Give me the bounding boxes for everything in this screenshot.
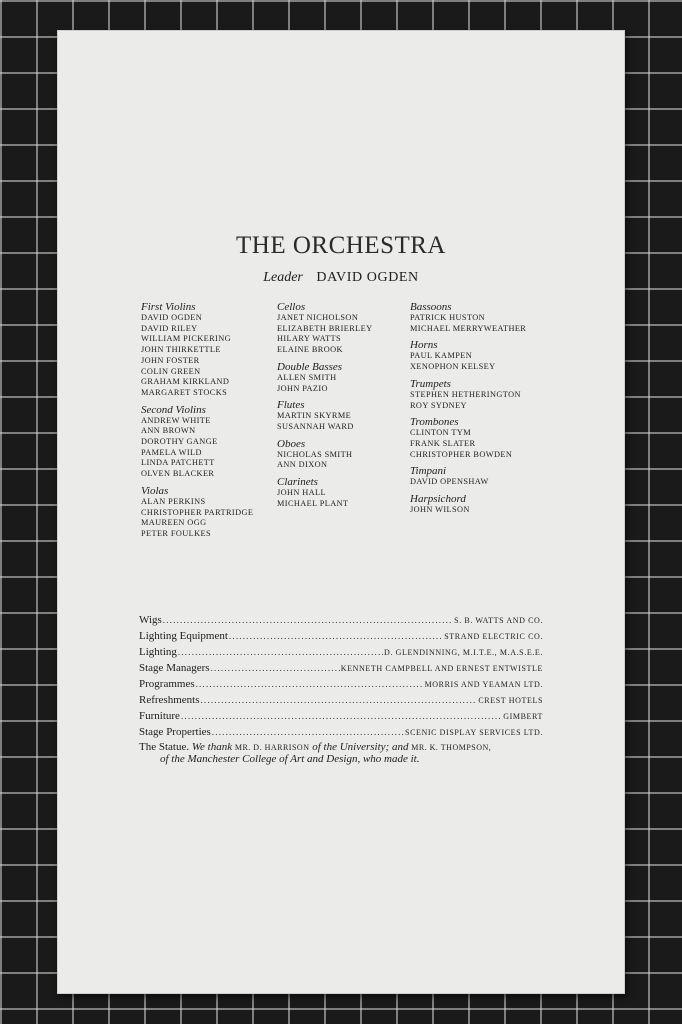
instrument-section [277,438,417,471]
section-title: First Violins [141,301,196,313]
musician-name: WILLIAM PICKERING [141,334,231,344]
musician-name: FRANK SLATER [410,438,476,448]
statue-text: We thank [191,741,233,753]
section-title: Clarinets [277,476,318,489]
credit-value: SCENIC DISPLAY SERVICES LTD. [405,728,543,737]
section-title: Double Basses [277,360,343,373]
section-title: Cellos [277,301,306,313]
musician-name: NICHOLAS SMITH [277,449,353,459]
credit-label: Stage Properties [139,726,211,738]
musician-name: GRAHAM KIRKLAND [141,377,230,387]
credit-row [139,630,543,646]
musician-name: DAVID OPENSHAW [410,477,489,487]
musician-name: JANET NICHOLSON [277,313,359,322]
dot-leader [200,695,477,705]
statue-text: of the University; and [312,741,409,753]
section-title: Flutes [277,399,305,412]
credit-value: S. B. WATTS AND CO. [454,616,543,625]
credit-value: STRAND ELECTRIC CO. [444,632,543,641]
musician-name: JOHN THIRKETTLE [141,345,221,355]
instrument-section [141,485,281,540]
musician-name: JOHN FOSTER [141,355,200,365]
instrument-section [410,339,560,372]
musician-name: JOHN HALL [277,488,326,498]
section-title: Trumpets [410,377,451,390]
section-title: Trombones [410,416,459,429]
musician-name: CHRISTOPHER PARTRIDGE [141,507,254,517]
credit-row [139,710,543,726]
musician-name: MAUREEN OGG [141,518,207,528]
dot-leader [181,711,502,721]
musician-name: MARGARET STOCKS [141,387,228,397]
statue-person: MR. K. THOMPSON, [411,743,492,752]
musician-name: STEPHEN HETHERINGTON [410,389,521,399]
musician-name: PAMELA WILD [141,447,202,457]
credit-label: Lighting Equipment [139,630,228,642]
musician-name: MARTIN SKYRME [277,411,352,421]
section-title: Timpani [410,465,447,478]
instrument-section [277,301,417,356]
credit-row [139,614,543,630]
musician-name: ROY SYDNEY [410,400,467,410]
credit-row [139,726,543,742]
leader-name: DAVID OGDEN [316,270,419,285]
instrument-section [410,378,560,411]
dot-leader [229,631,443,641]
section-title: Violas [141,484,169,497]
instrument-section [410,465,560,488]
section-title: Oboes [277,437,306,450]
credit-row [139,646,543,662]
credit-label: Lighting [139,646,177,658]
musician-name: ELIZABETH BRIERLEY [277,323,373,333]
musician-name: PATRICK HUSTON [410,313,485,322]
orchestra-column [277,301,417,514]
musician-name: SUSANNAH WARD [277,421,354,431]
dot-leader [211,663,340,673]
statue-person: MR. D. HARRISON [234,743,310,752]
instrument-section [141,404,281,480]
credit-value: MORRIS AND YEAMAN LTD. [424,680,543,689]
section-title: Second Violins [141,403,206,416]
credit-label: Wigs [139,614,162,626]
instrument-section [277,399,417,432]
credit-row [139,678,543,694]
statue-text: of the Manchester College of Art and Design, who made it. [160,752,420,765]
dot-leader [178,647,383,657]
musician-name: COLIN GREEN [141,366,201,376]
musician-name: CHRISTOPHER BOWDEN [410,449,513,459]
instrument-section [277,361,417,394]
credit-label: Programmes [139,678,195,690]
credit-value: GIMBERT [503,712,543,721]
musician-name: ANDREW WHITE [141,415,211,425]
instrument-section [410,301,560,334]
credit-value: KENNETH CAMPBELL AND ERNEST ENTWISTLE [340,664,543,673]
credit-value: D. GLENDINNING, M.I.T.E., M.A.S.E.E. [384,648,543,657]
musician-name: JOHN WILSON [410,505,470,515]
musician-name: DAVID RILEY [141,323,198,333]
orchestra-column [141,301,281,545]
musician-name: XENOPHON KELSEY [410,362,496,372]
orchestra-column [410,301,560,521]
dot-leader [163,615,453,625]
musician-name: PAUL KAMPEN [410,351,473,361]
musician-name: JOHN PAZIO [277,383,328,393]
credit-row [139,694,543,710]
credit-label: Refreshments [139,694,200,706]
musician-name: ANN BROWN [141,426,196,436]
instrument-section [410,493,560,516]
credits-list [139,614,543,742]
musician-name: LINDA PATCHETT [141,458,215,468]
section-title: Harpsichord [410,493,466,506]
section-title: Horns [410,339,438,352]
leader-label: Leader [263,270,303,285]
musician-name: ANN DIXON [277,460,328,470]
dot-leader [196,679,424,689]
credit-label: Furniture [139,710,180,722]
statue-label: The Statue. [139,741,190,753]
musician-name: CLINTON TYM [410,428,472,438]
musician-name: ALLEN SMITH [277,372,337,382]
musician-name: MICHAEL MERRYWEATHER [410,323,527,333]
instrument-section [141,301,281,399]
instrument-section [410,416,560,460]
statue-credit [139,742,549,765]
musician-name: MICHAEL PLANT [277,498,349,508]
section-title: Bassoons [410,301,452,313]
page-title: THE ORCHESTRA [236,232,446,259]
instrument-section [277,476,417,509]
musician-name: HILARY WATTS [277,334,342,344]
musician-name: DOROTHY GANGE [141,437,218,447]
musician-name: DAVID OGDEN [141,313,203,322]
musician-name: ELAINE BROOK [277,345,343,355]
credit-row [139,662,543,678]
leader-line [0,270,682,286]
musician-name: PETER FOULKES [141,528,211,538]
dot-leader [212,727,404,737]
musician-name: ALAN PERKINS [141,496,206,506]
credit-value: CREST HOTELS [478,696,543,705]
credit-label: Stage Managers [139,662,210,674]
musician-name: OLVEN BLACKER [141,469,215,479]
